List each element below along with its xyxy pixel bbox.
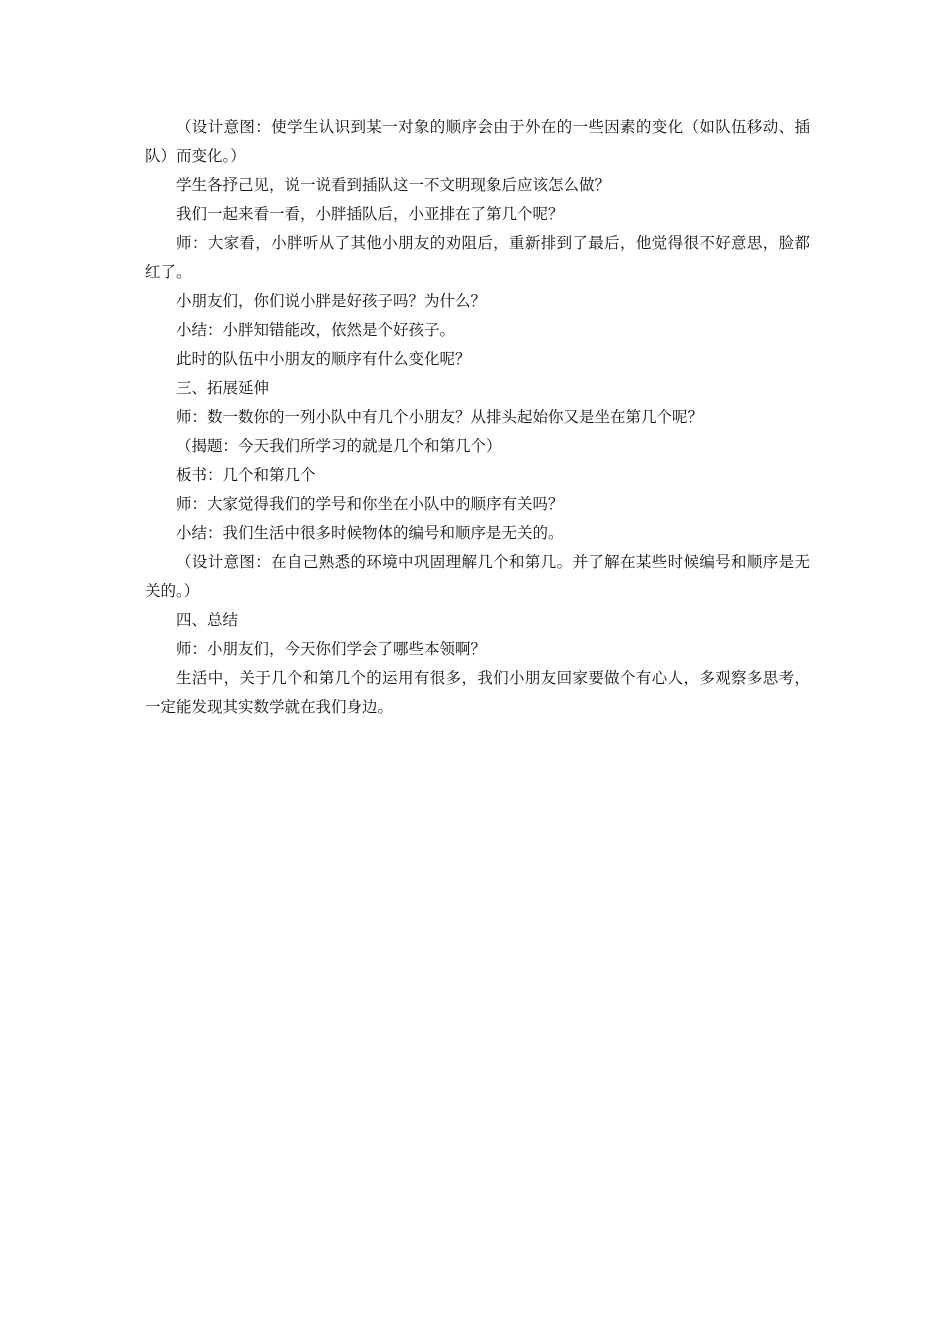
paragraph-teacher-xiaopang: 师：大家看，小胖听从了其他小朋友的劝阻后，重新排到了最后，他觉得很不好意思，脸都红了。 xyxy=(145,234,810,281)
paragraph-what-learned: 师：小朋友们，今天你们学会了哪些本领啊？ xyxy=(176,640,487,658)
paragraph-summary-1: 小结：小胖知错能改，依然是个好孩子。 xyxy=(176,321,456,339)
paragraph-count-team: 师：数一数你的一列小队中有几个小朋友？从排头起始你又是坐在第几个呢？ xyxy=(176,408,704,426)
paragraph-student-number-question: 师：大家觉得我们的学号和你坐在小队中的顺序有关吗？ xyxy=(176,495,564,513)
paragraph-student-opinions: 学生各抒己见，说一说看到插队这一不文明现象后应该怎么做？ xyxy=(176,176,611,194)
paragraph-blackboard: 板书：几个和第几个 xyxy=(176,466,316,484)
paragraph-look-together: 我们一起来看一看，小胖插队后，小亚排在了第几个呢？ xyxy=(176,205,564,223)
paragraph-order-change: 此时的队伍中小朋友的顺序有什么变化呢？ xyxy=(176,350,471,368)
paragraph-closing: 生活中，关于几个和第几个的运用有很多，我们小朋友回家要做个有心人，多观察多思考，一定能发现其实数学就在我们身边。 xyxy=(145,669,810,716)
document-body xyxy=(145,113,810,722)
section-heading-extension: 三、拓展延伸 xyxy=(176,379,270,397)
paragraph-good-child-question: 小朋友们，你们说小胖是好孩子吗？为什么？ xyxy=(176,292,487,310)
paragraph-reveal-topic: （揭题：今天我们所学习的就是几个和第几个） xyxy=(176,437,502,455)
section-heading-summary: 四、总结 xyxy=(176,611,239,629)
paragraph-design-intent-2: （设计意图：在自己熟悉的环境中巩固理解几个和第几。并了解在某些时候编号和顺序是无关的。） xyxy=(145,553,810,600)
paragraph-design-intent-1: （设计意图：使学生认识到某一对象的顺序会由于外在的一些因素的变化（如队伍移动、插队）而变化。） xyxy=(145,118,810,165)
paragraph-summary-2: 小结：我们生活中很多时候物体的编号和顺序是无关的。 xyxy=(176,524,564,542)
